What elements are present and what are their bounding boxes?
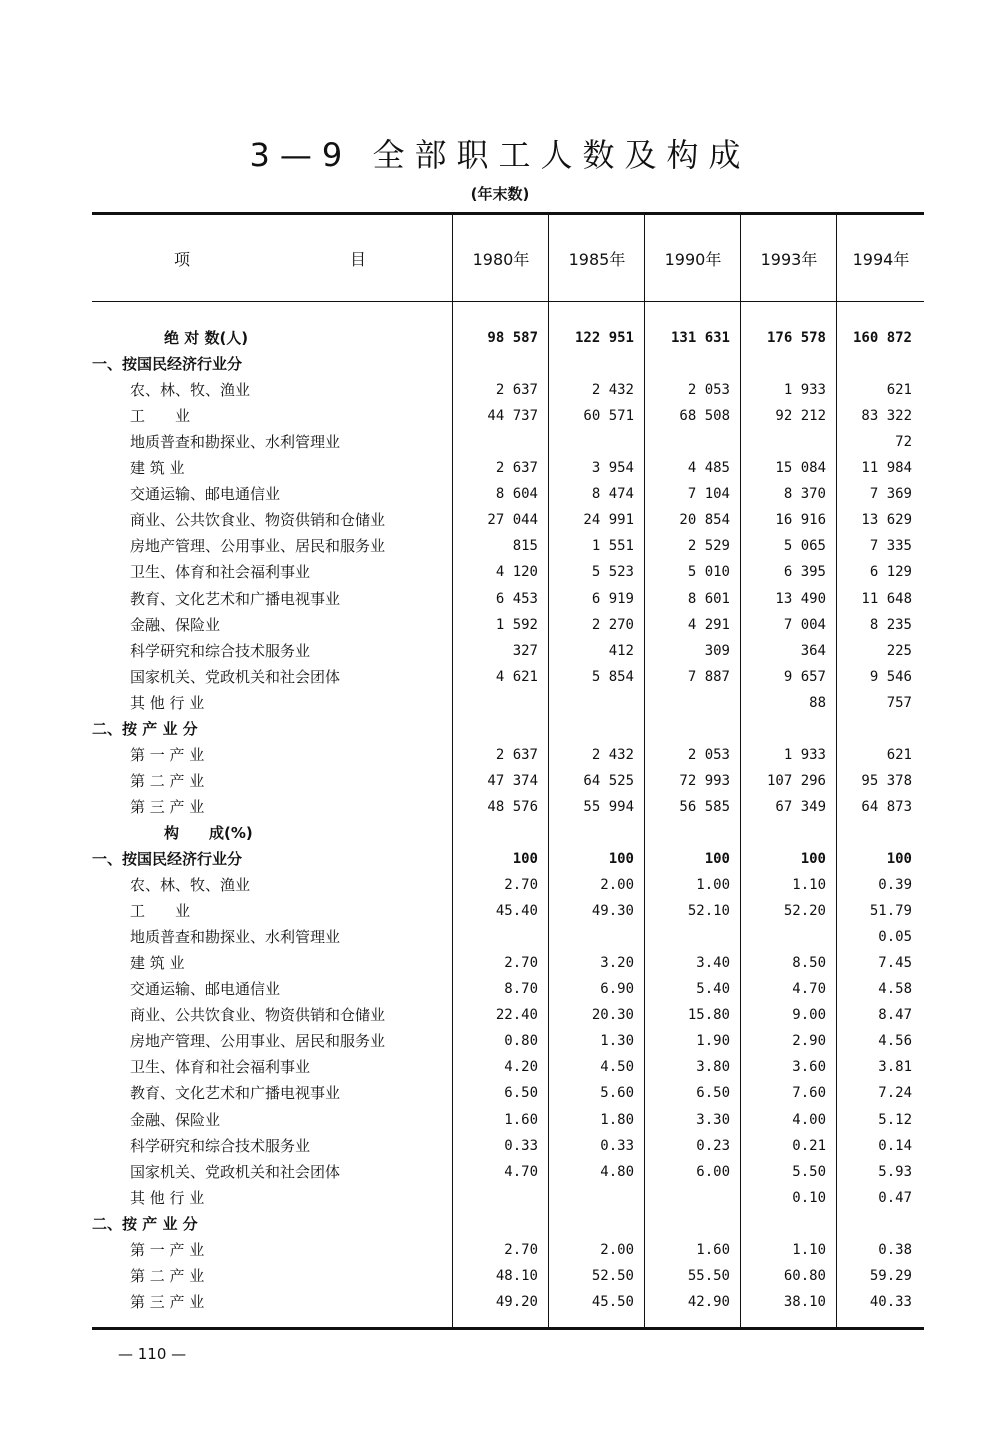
row-value: 5 065 <box>783 538 826 555</box>
row-value: 2.90 <box>792 1033 826 1050</box>
row-label: 工 业 <box>130 407 191 426</box>
header-year: 1994年 <box>852 250 910 269</box>
row-value: 4.70 <box>504 1163 538 1180</box>
row-value: 5 854 <box>591 668 634 685</box>
row-value: 42.90 <box>687 1293 730 1310</box>
row-value: 757 <box>886 694 912 711</box>
row-value: 15 084 <box>775 460 826 477</box>
row-value: 9.00 <box>792 1007 826 1024</box>
row-value: 60.80 <box>783 1267 826 1284</box>
row-label: 交通运输、邮电通信业 <box>130 980 281 999</box>
row-label: 国家机关、党政机关和社会团体 <box>130 1162 341 1181</box>
row-label: 农、林、牧、渔业 <box>130 381 251 400</box>
row-value: 4.70 <box>792 981 826 998</box>
row-value: 1 592 <box>495 616 538 633</box>
row-label: 商业、公共饮食业、物资供销和仓储业 <box>130 1006 386 1025</box>
row-value: 20 854 <box>679 512 730 529</box>
row-value: 13 490 <box>775 590 826 607</box>
row-value: 11 984 <box>861 460 912 477</box>
row-value: 4 621 <box>495 668 538 685</box>
header-item: 项 <box>174 250 191 269</box>
row-value: 7.24 <box>878 1085 912 1102</box>
row-value: 6.50 <box>504 1085 538 1102</box>
table-row <box>92 1289 924 1315</box>
table-row <box>92 325 924 351</box>
data-table <box>92 212 924 1330</box>
row-value: 88 <box>809 694 826 711</box>
row-label: 其 他 行 业 <box>130 693 205 712</box>
table-row <box>92 1002 924 1028</box>
row-value: 4.00 <box>792 1111 826 1128</box>
row-value: 6.90 <box>600 981 634 998</box>
row-value: 9 546 <box>869 668 912 685</box>
row-value: 44 737 <box>487 408 538 425</box>
row-value: 100 <box>512 851 538 867</box>
row-value: 27 044 <box>487 512 538 529</box>
table-row <box>92 1133 924 1159</box>
row-value: 1.60 <box>504 1111 538 1128</box>
row-value: 100 <box>704 851 730 867</box>
row-label: 房地产管理、公用事业、居民和服务业 <box>130 537 386 556</box>
row-value: 2.70 <box>504 877 538 894</box>
row-value: 5.93 <box>878 1163 912 1180</box>
row-value: 56 585 <box>679 798 730 815</box>
row-label: 第 三 产 业 <box>130 797 205 816</box>
row-value: 815 <box>512 538 538 555</box>
row-label: 国家机关、党政机关和社会团体 <box>130 667 341 686</box>
row-value: 8.47 <box>878 1007 912 1024</box>
row-value: 22.40 <box>495 1007 538 1024</box>
row-value: 1.10 <box>792 1241 826 1258</box>
table-row <box>92 1107 924 1133</box>
row-value: 107 296 <box>766 772 826 789</box>
row-value: 0.33 <box>600 1137 634 1154</box>
row-value: 38.10 <box>783 1293 826 1310</box>
row-value: 11 648 <box>861 590 912 607</box>
row-label: 卫生、体育和社会福利事业 <box>130 1058 311 1077</box>
row-value: 40.33 <box>869 1293 912 1310</box>
row-label: 地质普查和勘探业、水利管理业 <box>130 433 341 452</box>
row-label: 构 成(%) <box>164 823 253 842</box>
table-row <box>92 612 924 638</box>
row-value: 160 872 <box>852 330 912 346</box>
row-value: 2 053 <box>687 382 730 399</box>
row-value: 52.10 <box>687 903 730 920</box>
row-value: 3.40 <box>696 955 730 972</box>
row-value: 7 335 <box>869 538 912 555</box>
page-subtitle: (年末数) <box>470 185 530 203</box>
row-value: 1.80 <box>600 1111 634 1128</box>
row-value: 64 525 <box>583 772 634 789</box>
row-value: 7.45 <box>878 955 912 972</box>
row-value: 0.80 <box>504 1033 538 1050</box>
row-value: 51.79 <box>869 903 912 920</box>
row-value: 8 474 <box>591 486 634 503</box>
table-row <box>92 586 924 612</box>
row-value: 1.00 <box>696 877 730 894</box>
row-value: 327 <box>512 642 538 659</box>
table-row <box>92 976 924 1002</box>
table-row <box>92 507 924 533</box>
row-value: 1.10 <box>792 877 826 894</box>
row-value: 6 453 <box>495 590 538 607</box>
row-value: 24 991 <box>583 512 634 529</box>
row-value: 59.29 <box>869 1267 912 1284</box>
row-value: 621 <box>886 746 912 763</box>
row-value: 2 053 <box>687 746 730 763</box>
table-row <box>92 1159 924 1185</box>
row-value: 0.14 <box>878 1137 912 1154</box>
row-label: 绝 对 数(人) <box>164 329 249 347</box>
row-value: 92 212 <box>775 408 826 425</box>
row-value: 8 604 <box>495 486 538 503</box>
row-label: 教育、文化艺术和广播电视事业 <box>130 1084 341 1103</box>
row-value: 131 631 <box>670 330 730 346</box>
row-value: 48 576 <box>487 798 538 815</box>
table-row <box>92 638 924 664</box>
row-value: 8 370 <box>783 486 826 503</box>
row-value: 8 601 <box>687 590 730 607</box>
row-value: 49.30 <box>591 903 634 920</box>
row-label: 一、按国民经济行业分 <box>92 355 243 374</box>
row-value: 0.23 <box>696 1137 730 1154</box>
row-value: 5.60 <box>600 1085 634 1102</box>
row-value: 20.30 <box>591 1007 634 1024</box>
row-value: 7 369 <box>869 486 912 503</box>
row-value: 0.38 <box>878 1241 912 1258</box>
header-year: 1990年 <box>664 250 722 269</box>
row-label: 地质普查和勘探业、水利管理业 <box>130 928 341 947</box>
row-value: 6 129 <box>869 564 912 581</box>
row-label: 第 三 产 业 <box>130 1292 205 1311</box>
row-value: 55.50 <box>687 1267 730 1284</box>
row-value: 412 <box>608 642 634 659</box>
table-row <box>92 716 924 742</box>
row-value: 2.70 <box>504 955 538 972</box>
page-number: — 110 — <box>118 1345 187 1363</box>
table-row <box>92 377 924 403</box>
row-value: 2 529 <box>687 538 730 555</box>
row-value: 55 994 <box>583 798 634 815</box>
row-value: 7.60 <box>792 1085 826 1102</box>
table-row <box>92 742 924 768</box>
row-value: 8.50 <box>792 955 826 972</box>
row-label: 二、按 产 业 分 <box>92 719 198 738</box>
row-value: 6.50 <box>696 1085 730 1102</box>
row-value: 47 374 <box>487 772 538 789</box>
row-value: 309 <box>704 642 730 659</box>
row-value: 2.00 <box>600 877 634 894</box>
row-value: 6 395 <box>783 564 826 581</box>
row-label: 建 筑 业 <box>130 459 185 478</box>
row-value: 13 629 <box>861 512 912 529</box>
row-value: 100 <box>800 851 826 867</box>
row-value: 16 916 <box>775 512 826 529</box>
row-value: 49.20 <box>495 1293 538 1310</box>
row-value: 5.12 <box>878 1111 912 1128</box>
row-value: 60 571 <box>583 408 634 425</box>
row-value: 2 637 <box>495 746 538 763</box>
row-value: 2 637 <box>495 382 538 399</box>
row-label: 金融、保险业 <box>130 1110 221 1129</box>
row-value: 2 432 <box>591 746 634 763</box>
row-value: 364 <box>800 642 826 659</box>
row-value: 0.33 <box>504 1137 538 1154</box>
row-label: 第 一 产 业 <box>130 1240 205 1259</box>
row-value: 100 <box>886 851 912 867</box>
row-value: 4 485 <box>687 460 730 477</box>
row-value: 5 523 <box>591 564 634 581</box>
table-row <box>92 898 924 924</box>
row-value: 4.58 <box>878 981 912 998</box>
row-value: 4.20 <box>504 1059 538 1076</box>
row-value: 45.50 <box>591 1293 634 1310</box>
row-value: 2.00 <box>600 1241 634 1258</box>
table-header <box>92 215 924 302</box>
row-value: 100 <box>608 851 634 867</box>
row-value: 72 993 <box>679 772 730 789</box>
row-label: 交通运输、邮电通信业 <box>130 485 281 504</box>
table-row <box>92 950 924 976</box>
table-row <box>92 481 924 507</box>
row-value: 67 349 <box>775 798 826 815</box>
row-value: 68 508 <box>679 408 730 425</box>
row-value: 176 578 <box>766 330 826 346</box>
row-value: 4 120 <box>495 564 538 581</box>
row-value: 6 919 <box>591 590 634 607</box>
row-value: 83 322 <box>861 408 912 425</box>
row-value: 4.56 <box>878 1033 912 1050</box>
table-row <box>92 846 924 872</box>
table-row <box>92 768 924 794</box>
table-row <box>92 794 924 820</box>
row-value: 9 657 <box>783 668 826 685</box>
row-label: 卫生、体育和社会福利事业 <box>130 563 311 582</box>
row-value: 95 378 <box>861 772 912 789</box>
table-row <box>92 533 924 559</box>
table-row <box>92 1237 924 1263</box>
row-label: 第 二 产 业 <box>130 771 205 790</box>
row-value: 8.70 <box>504 981 538 998</box>
row-value: 3.20 <box>600 955 634 972</box>
row-value: 8 235 <box>869 616 912 633</box>
header-item-2: 目 <box>350 250 367 269</box>
row-value: 7 104 <box>687 486 730 503</box>
row-value: 52.20 <box>783 903 826 920</box>
table-row <box>92 690 924 716</box>
row-label: 房地产管理、公用事业、居民和服务业 <box>130 1032 386 1051</box>
row-value: 3.80 <box>696 1059 730 1076</box>
table-row <box>92 351 924 377</box>
row-value: 3.30 <box>696 1111 730 1128</box>
row-label: 农、林、牧、渔业 <box>130 876 251 895</box>
row-value: 4.80 <box>600 1163 634 1180</box>
row-label: 一、按国民经济行业分 <box>92 850 243 868</box>
row-value: 2 432 <box>591 382 634 399</box>
row-value: 7 887 <box>687 668 730 685</box>
row-value: 0.39 <box>878 877 912 894</box>
table-row <box>92 403 924 429</box>
row-value: 1 933 <box>783 382 826 399</box>
table-row <box>92 820 924 846</box>
row-label: 商业、公共饮食业、物资供销和仓储业 <box>130 511 386 530</box>
row-value: 0.47 <box>878 1189 912 1206</box>
row-label: 教育、文化艺术和广播电视事业 <box>130 589 341 608</box>
table-row <box>92 429 924 455</box>
table-row <box>92 872 924 898</box>
table-row <box>92 1211 924 1237</box>
page-title: 3—9 全部职工人数及构成 <box>249 136 751 174</box>
table-row <box>92 664 924 690</box>
table-row <box>92 559 924 585</box>
row-label: 二、按 产 业 分 <box>92 1214 198 1233</box>
row-value: 1 933 <box>783 746 826 763</box>
row-value: 72 <box>895 434 912 451</box>
row-value: 45.40 <box>495 903 538 920</box>
row-value: 1.60 <box>696 1241 730 1258</box>
row-value: 5.50 <box>792 1163 826 1180</box>
table-row <box>92 1080 924 1106</box>
row-value: 621 <box>886 382 912 399</box>
table-row <box>92 924 924 950</box>
table-row <box>92 1185 924 1211</box>
row-value: 225 <box>886 642 912 659</box>
row-value: 3 954 <box>591 460 634 477</box>
row-value: 6.00 <box>696 1163 730 1180</box>
row-label: 第 一 产 业 <box>130 745 205 764</box>
table-row <box>92 1054 924 1080</box>
row-value: 2 637 <box>495 460 538 477</box>
row-label: 金融、保险业 <box>130 615 221 634</box>
row-value: 1 551 <box>591 538 634 555</box>
row-value: 48.10 <box>495 1267 538 1284</box>
row-value: 0.21 <box>792 1137 826 1154</box>
row-value: 3.60 <box>792 1059 826 1076</box>
row-value: 0.10 <box>792 1189 826 1206</box>
header-year: 1980年 <box>472 250 530 269</box>
row-value: 1.90 <box>696 1033 730 1050</box>
row-value: 4 291 <box>687 616 730 633</box>
row-value: 4.50 <box>600 1059 634 1076</box>
row-value: 0.05 <box>878 929 912 946</box>
table-row <box>92 455 924 481</box>
row-label: 科学研究和综合技术服务业 <box>130 1136 311 1155</box>
row-value: 2.70 <box>504 1241 538 1258</box>
row-value: 15.80 <box>687 1007 730 1024</box>
row-value: 122 951 <box>574 330 634 346</box>
row-label: 其 他 行 业 <box>130 1188 205 1207</box>
row-value: 52.50 <box>591 1267 634 1284</box>
table-row <box>92 1028 924 1054</box>
row-value: 64 873 <box>861 798 912 815</box>
row-label: 工 业 <box>130 902 191 921</box>
row-value: 2 270 <box>591 616 634 633</box>
header-year: 1985年 <box>568 250 626 269</box>
row-value: 98 587 <box>487 330 538 346</box>
row-value: 5.40 <box>696 981 730 998</box>
table-row <box>92 1263 924 1289</box>
row-label: 建 筑 业 <box>130 954 185 973</box>
row-value: 1.30 <box>600 1033 634 1050</box>
row-label: 科学研究和综合技术服务业 <box>130 641 311 660</box>
header-year: 1993年 <box>760 250 818 269</box>
row-value: 7 004 <box>783 616 826 633</box>
row-value: 3.81 <box>878 1059 912 1076</box>
row-label: 第 二 产 业 <box>130 1266 205 1285</box>
row-value: 5 010 <box>687 564 730 581</box>
